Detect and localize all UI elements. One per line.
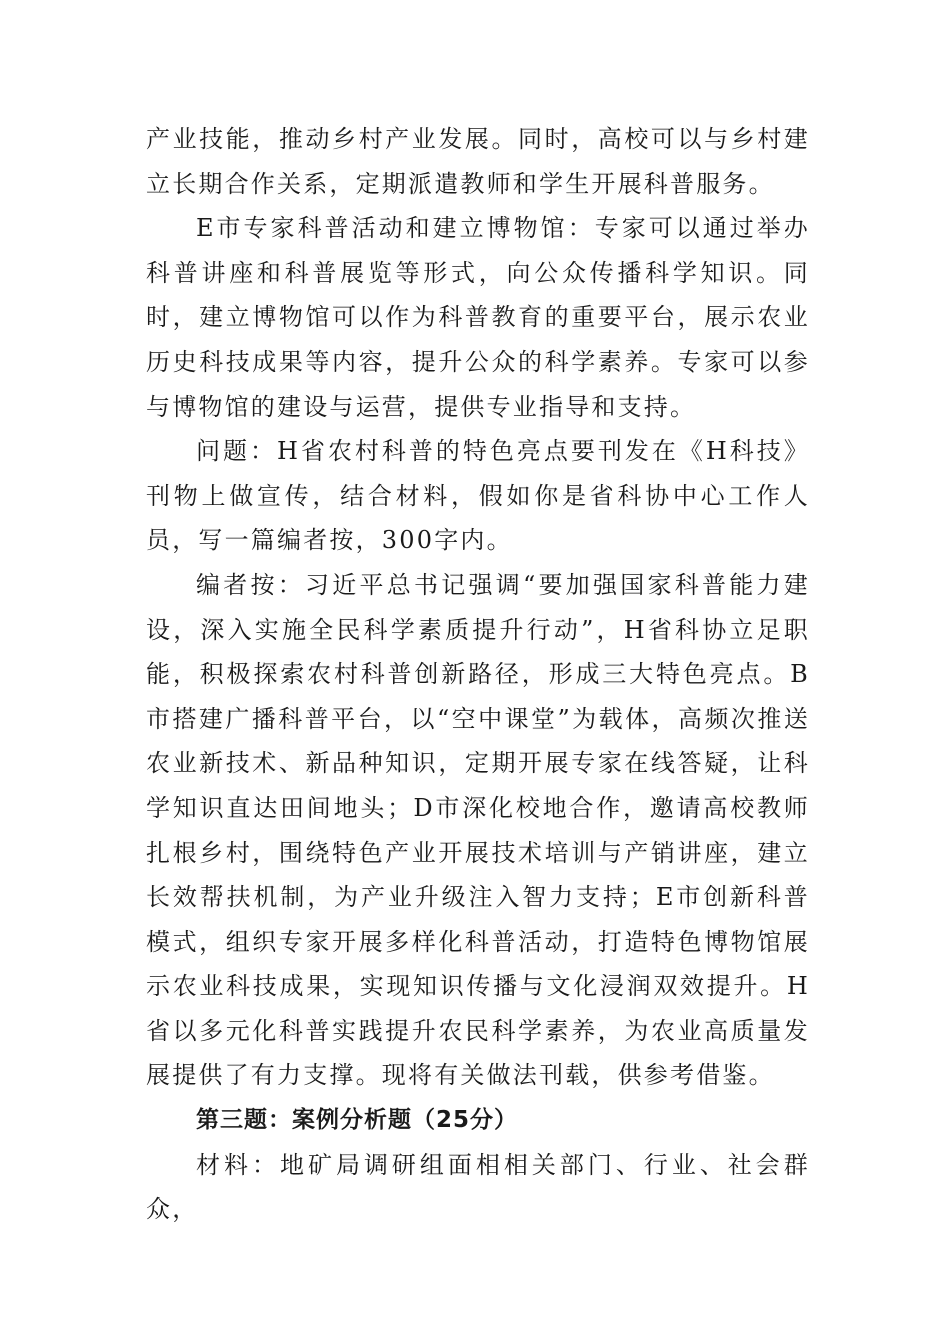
paragraph-e-city: E市专家科普活动和建立博物馆：专家可以通过举办科普讲座和科普展览等形式，向公众传播科学知识。同时，建立博物馆可以作为科普教育的重要平台，展示农业历史科技成果等内容，提升公众的科学素养。专家可以参与博物馆的建设与运营，提供专业指导和支持。 (146, 214, 810, 421)
section-heading: 第三题：案例分析题（25分） (196, 1107, 519, 1134)
paragraph-question: 问题：H省农村科普的特色亮点要刊发在《H科技》刊物上做宣传，结合材料，假如你是省科协中心工作人员，写一篇编者按，300字内。 (146, 437, 810, 555)
paragraph-material: 材料：地矿局调研组面相相关部门、行业、社会群众， (146, 1150, 810, 1224)
paragraph-continuation: 产业技能，推动乡村产业发展。同时，高校可以与乡村建立长期合作关系，定期派遣教师和学生开展科普服务。 (146, 125, 810, 198)
paragraph-editor-note: 编者按：习近平总书记强调“要加强国家科普能力建设，深入实施全民科学素质提升行动”，H省科协立足职能，积极探索农村科普创新路径，形成三大特色亮点。B市搭建广播科普平台，以“空中课堂”为载体，高频次推送农业新技术、新品种知识，定期开展专家在线答疑，让科学知识直达田间地头；D市深化校地合作，邀请高校教师扎根乡村，围绕特色产业开展技术培训与产销讲座，建立长效帮扶机制，为产业升级注入智力支持；E市创新科普模式，组织专家开展多样化科普活动，打造特色博物馆展示农业科技成果，实现知识传播与文化浸润双效提升。H省以多元化科普实践提升农民科学素养，为农业高质量发展提供了有力支撑。现将有关做法刊载，供参考借鉴。 (146, 570, 810, 1090)
document-body (146, 117, 810, 1232)
